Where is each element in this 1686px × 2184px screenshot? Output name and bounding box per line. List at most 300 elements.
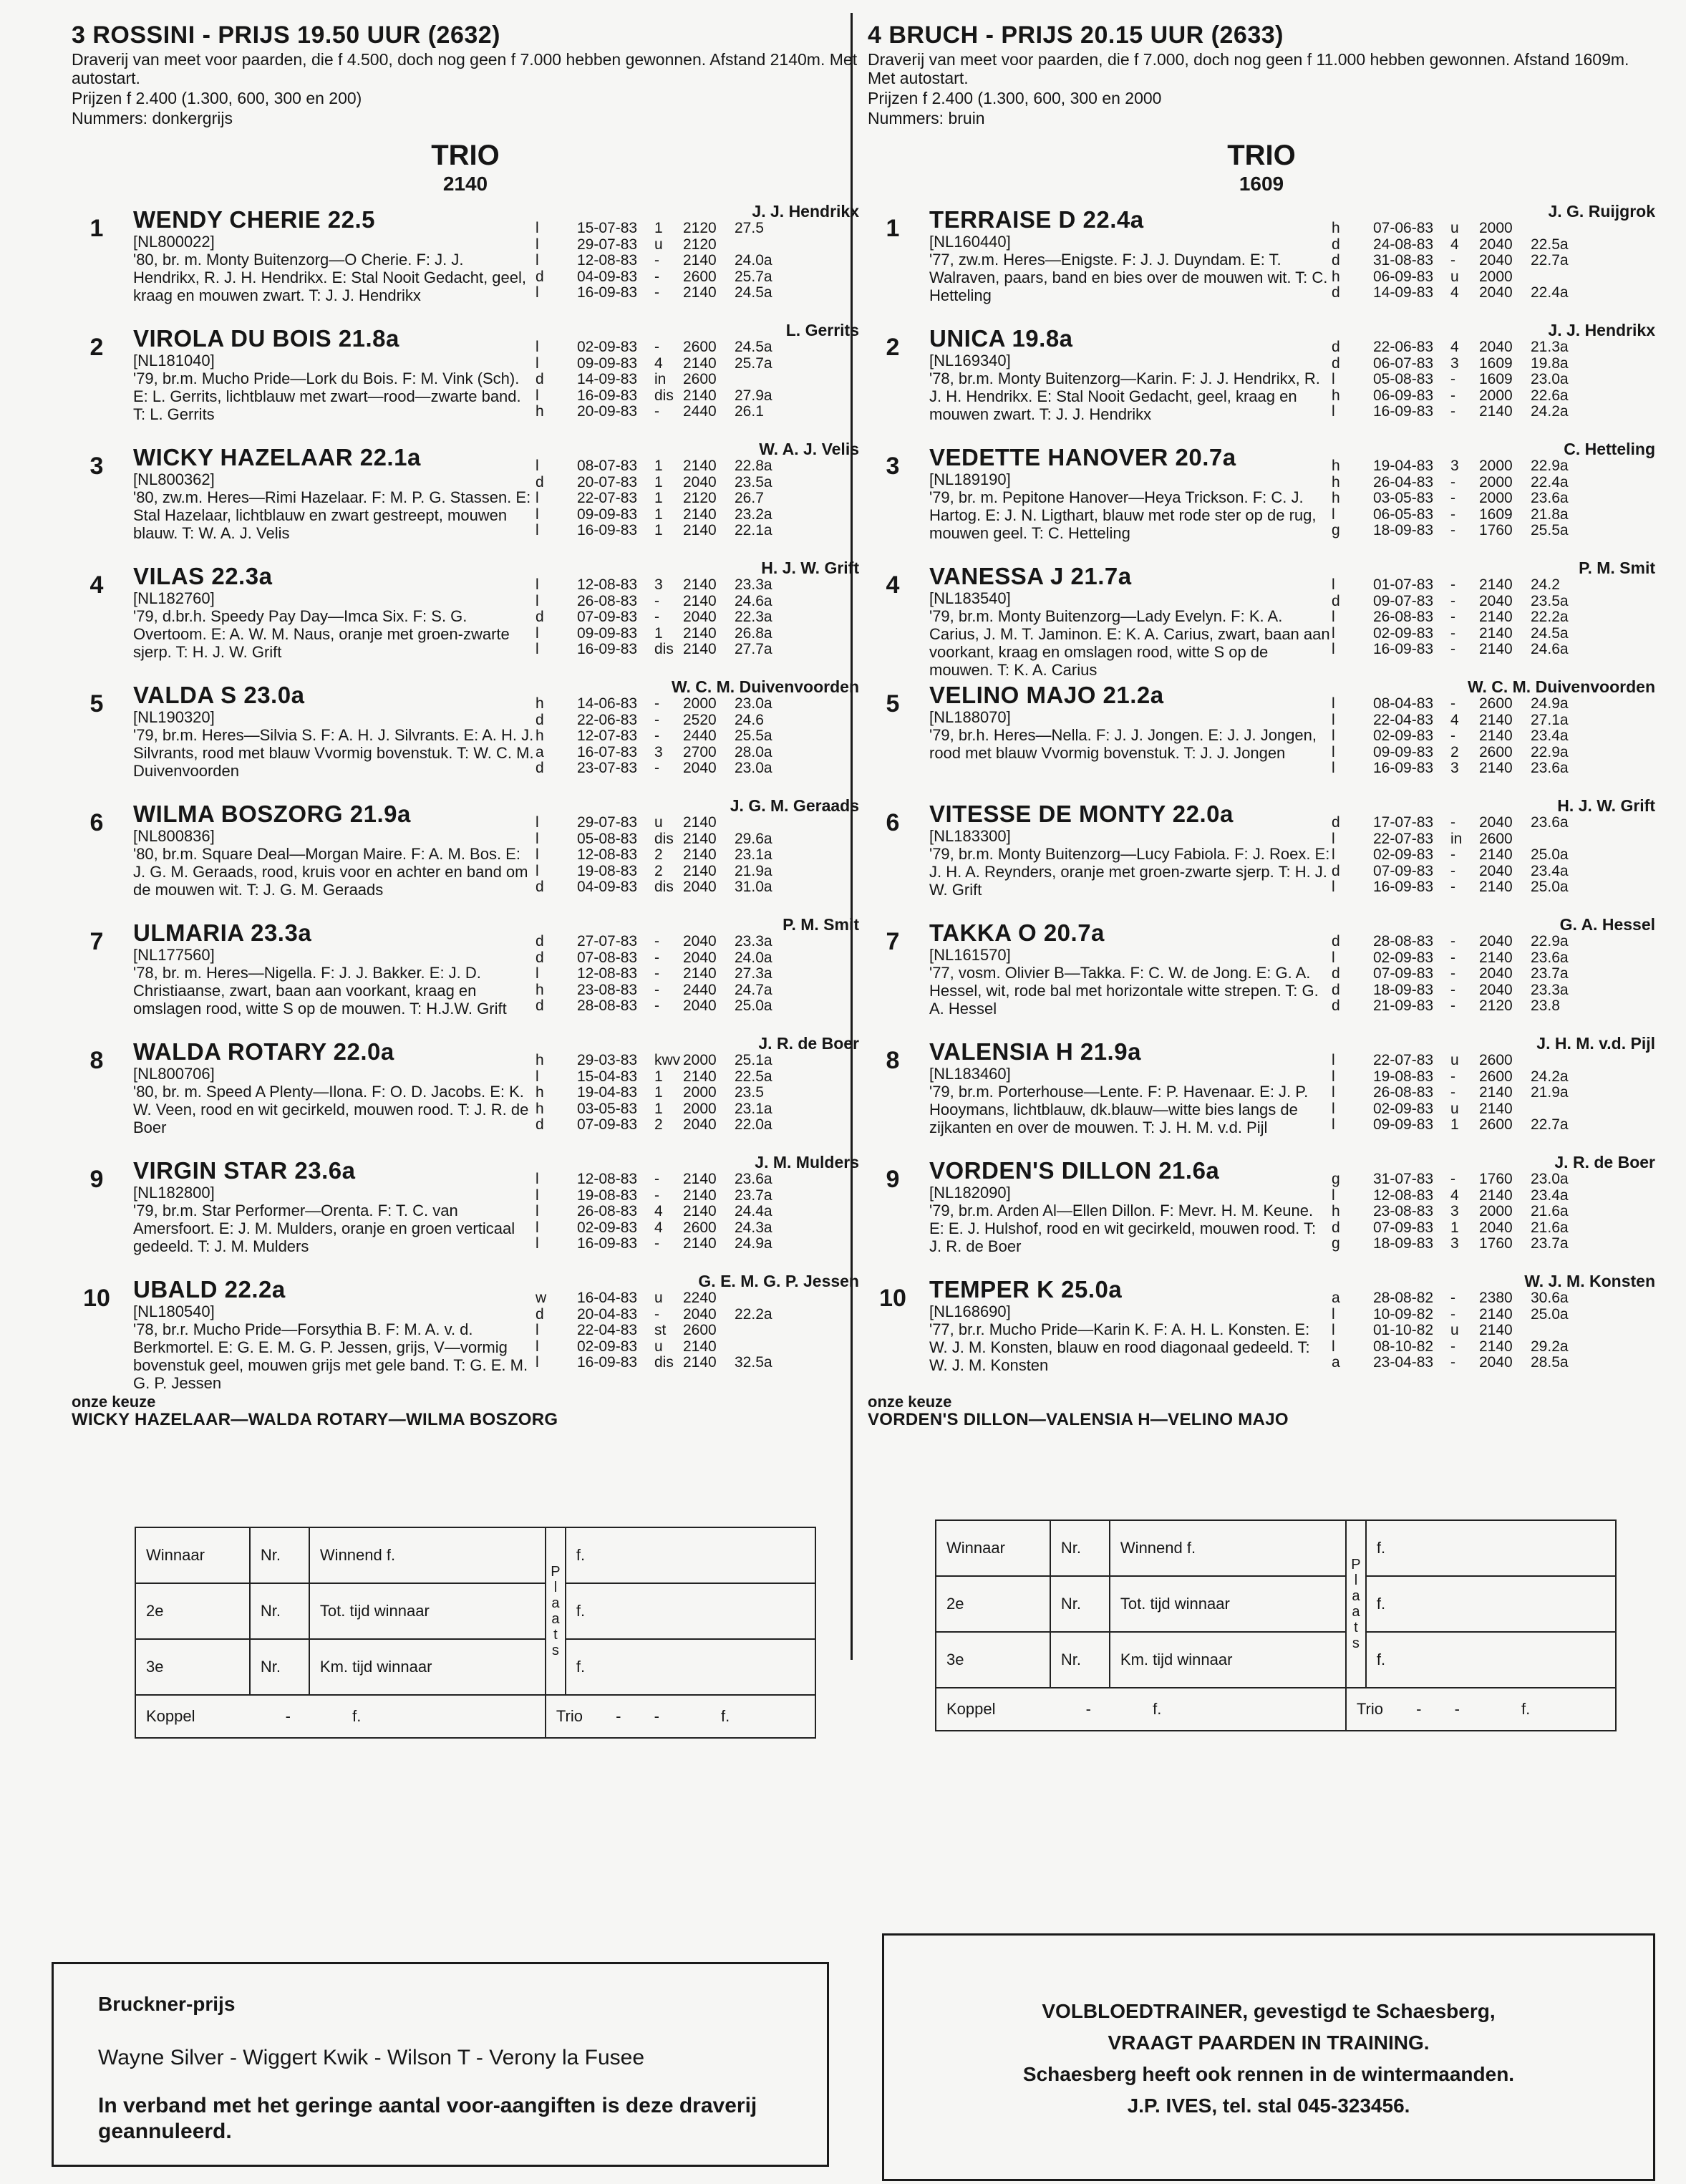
result-row [536,1307,859,1323]
placing: dis [654,830,674,847]
track-code: l [1332,1116,1335,1133]
plaats-label: P l a a t s [1346,1520,1366,1688]
result-row [536,1101,859,1118]
race-distance: 2140 [683,252,717,269]
horse-name: WENDY CHERIE 22.5 [133,206,375,233]
race-distance: 2600 [1479,830,1513,847]
placing: u [654,236,663,253]
km-time: 23.0a [735,695,772,712]
horse-name: WICKY HAZELAAR 22.1a [133,444,421,470]
horse-info [133,801,534,899]
race-distance: 2240 [683,1290,717,1306]
track-code: l [1332,1068,1335,1085]
trio-distance: 2140 [442,173,488,195]
placing: 1 [654,506,663,523]
km-time: 23.3a [1531,981,1569,998]
race-date: 03-05-83 [577,1100,638,1117]
race-date: 29-07-83 [577,814,638,831]
track-code: h [1332,473,1340,491]
horse-entry [868,559,1655,677]
race-distance: 2140 [683,387,717,404]
race-distance: 2040 [1479,284,1513,301]
placing: - [1450,997,1455,1014]
race-distance: 2000 [683,1100,717,1117]
horse-number: 10 [83,1285,110,1312]
track-code: l [1332,1100,1335,1117]
horse-name: ULMARIA 23.3a [133,919,312,946]
race-distance: 2040 [1479,592,1513,609]
placing: 3 [1450,1235,1459,1252]
race-date: 22-07-83 [577,490,638,506]
result-row [1332,966,1655,982]
horse-name: VEDETTE HANOVER 20.7a [929,444,1236,470]
race-header: 3 ROSSINI - PRIJS 19.50 UUR (2632) [72,21,501,49]
result-row [1332,1236,1655,1252]
race-distance: 2700 [683,743,717,760]
result-row [536,1236,859,1252]
result-row [536,966,859,982]
placing: in [654,371,667,387]
result-row [1332,475,1655,491]
km-tijd-label: Km. tijd winnaar [1110,1632,1346,1688]
race-date: 15-04-83 [577,1068,638,1085]
trainer-ad [884,1996,1653,2122]
race-date: 28-08-83 [1373,933,1434,950]
race-date: 12-08-83 [577,252,638,269]
placing: kwv [654,1052,681,1068]
race-date: 02-09-83 [577,339,638,355]
km-time: 27.1a [1531,711,1569,728]
race-distance: 2140 [1479,641,1513,657]
winnaar-label: Winnaar [936,1520,1050,1576]
horse-code: [NL181040] [133,352,215,369]
race-distance: 2140 [1479,576,1513,593]
track-code: l [536,506,539,523]
race-date: 16-09-83 [1373,879,1434,895]
race-distance: 2040 [683,949,717,966]
nr-label: Nr. [250,1527,309,1583]
track-code: d [536,760,544,776]
race-date: 06-09-83 [1373,268,1434,285]
placing: - [1450,371,1455,387]
trio-label: TRIO [431,140,500,171]
result-row [536,1188,859,1204]
race-distance: 2040 [683,760,717,776]
km-time: 24.4a [735,1203,772,1219]
track-code: d [1332,814,1340,831]
race-date: 18-09-83 [1373,981,1434,998]
result-row [536,1204,859,1220]
km-time: 24.2a [1531,1068,1569,1085]
result-row [1332,1188,1655,1204]
track-code: l [1332,760,1335,776]
trio-cell: Trio - - f. [546,1695,815,1738]
ad-line: VOLBLOEDTRAINER, gevestigd te Schaesberg, [1042,2000,1496,2022]
race-date: 12-08-83 [1373,1187,1434,1204]
race-date: 02-09-83 [1373,728,1434,744]
result-row [1332,626,1655,642]
race-distance: 2600 [1479,1116,1513,1133]
result-row [1332,285,1655,301]
horse-info [133,1276,534,1392]
placing: 3 [1450,458,1459,474]
results-list [536,696,859,777]
track-code: d [1332,997,1340,1014]
horse-info [133,1157,534,1255]
race-date: 10-09-82 [1373,1305,1434,1323]
km-time: 22.2a [735,1305,772,1323]
horse-entry [72,440,859,559]
result-row [1332,1339,1655,1356]
km-time: 22.9a [1531,458,1569,474]
track-code: d [1332,592,1340,609]
results-list [1332,221,1655,301]
horse-trainer: J. H. M. v.d. Pijl [1536,1034,1655,1053]
track-code: d [1332,965,1340,982]
race-date: 08-04-83 [1373,695,1434,712]
km-time: 22.4a [1531,284,1569,301]
horse-trainer: J. M. Mulders [755,1153,859,1171]
placing: - [654,252,659,269]
horse-entry [868,202,1655,321]
placing: - [1450,641,1455,657]
track-code: l [536,1187,539,1204]
race-header: 4 BRUCH - PRIJS 20.15 UUR (2633) [868,21,1284,49]
track-code: l [536,846,539,863]
results-list [1332,815,1655,896]
race-date: 19-08-83 [1373,1068,1434,1085]
race-distance: 1609 [1479,354,1513,372]
km-time: 23.6a [1531,814,1569,831]
placing: 4 [1450,1187,1459,1204]
results-list [536,1171,859,1252]
km-time: 21.6a [1531,1219,1569,1236]
placing: - [654,997,659,1014]
race-column-right [868,21,1655,1429]
placing: - [1450,1354,1455,1371]
horse-name: VITESSE DE MONTY 22.0a [929,801,1234,827]
horse-name: VORDEN'S DILLON 21.6a [929,1157,1220,1184]
placing: dis [654,1354,674,1371]
horse-entry [868,321,1655,440]
race-distance: 2000 [1479,387,1513,404]
placing: 1 [654,220,663,236]
race-distance: 1609 [1479,506,1513,523]
race-date: 12-08-83 [577,1171,638,1187]
horse-number: 3 [886,453,900,480]
horse-name: TAKKA O 20.7a [929,919,1105,946]
result-row [1332,404,1655,420]
track-code: l [536,624,539,642]
track-code: d [536,268,544,285]
horse-entry [72,915,859,1034]
race-distance: 2600 [1479,1052,1513,1068]
track-code: d [1332,252,1340,269]
race-date: 16-09-83 [577,284,638,301]
results-list [1332,696,1655,777]
result-row [536,1085,859,1101]
km-time: 24.2 [1531,576,1560,593]
placing: 3 [1450,354,1459,372]
track-code: d [536,933,544,950]
tweede-label: 2e [936,1576,1050,1632]
km-time: 27.3a [735,965,772,982]
race-date: 19-04-83 [1373,458,1434,474]
result-row [536,269,859,286]
horse-info [929,1157,1330,1255]
track-code: l [536,814,539,831]
result-row [1332,237,1655,253]
race-date: 16-09-83 [577,1235,638,1252]
km-time: 22.2a [1531,609,1569,625]
race-distance: 2140 [683,814,717,831]
track-code: l [1332,1084,1335,1101]
horse-description: '77, zw.m. Heres—Enigste. F: J. J. Duyndam. E: T. Walraven, paars, band en bies over de mouwen wit. T: C. Hetteling [929,251,1328,304]
km-time: 24.5a [735,339,772,355]
race-distance: 1760 [1479,1171,1513,1187]
race-description: Draverij van meet voor paarden, die f 7.000, doch nog geen f 11.000 hebben gewonnen. Afstand 1609m. Met autostart. [868,50,1629,87]
results-list [1332,339,1655,420]
result-row [1332,339,1655,356]
track-code: l [536,339,539,355]
horse-entry [868,1272,1655,1391]
result-row [536,1069,859,1086]
result-row [1332,712,1655,729]
horse-list [72,202,859,1391]
horse-description: '79, d.br.h. Speedy Pay Day—Imca Six. F: S. G. Overtoom. E: A. W. M. Naus, oranje met groen-zwarte sjerp. T: H. J. W. Grift [133,607,510,661]
race-distance: 2140 [683,522,717,538]
result-row [536,642,859,658]
race-date: 07-09-83 [577,609,638,625]
track-code: d [536,609,544,625]
result-row [536,475,859,491]
race-numbers: Nummers: bruin [868,109,985,127]
horse-name: VIRGIN STAR 23.6a [133,1157,356,1184]
km-time: 23.1a [735,1100,772,1117]
f-cell: f. [1366,1632,1616,1688]
km-time: 23.4a [1531,728,1569,744]
placing: - [1450,609,1455,625]
race-date: 16-09-83 [577,387,638,404]
result-row [536,1290,859,1307]
result-row [1332,1220,1655,1237]
horse-entry [72,1272,859,1391]
track-code: l [1332,1187,1335,1204]
results-list [1332,1171,1655,1252]
bruckner-box [52,1962,829,2167]
race-distance: 2120 [683,220,717,236]
race-distance: 2140 [683,1354,717,1371]
race-date: 07-09-83 [1373,862,1434,879]
placing: - [654,728,659,744]
trio-distance: 1609 [1239,173,1284,195]
horse-description: '77, vosm. Olivier B—Takka. F: C. W. de Jong. E: G. A. Hessel, wit, rode bal met horizontale witte strepen. T: G. A. Hessel [929,964,1319,1018]
km-time: 21.8a [1531,506,1569,523]
horse-entry [868,677,1655,796]
race-date: 23-04-83 [1373,1354,1434,1371]
placing: - [1450,933,1455,950]
bet-form-right [935,1519,1617,1731]
race-distance: 2140 [1479,1338,1513,1355]
track-code: d [536,473,544,491]
placing: - [654,339,659,355]
race-date: 01-10-82 [1373,1322,1434,1338]
horse-info [133,444,534,542]
result-row [1332,491,1655,507]
result-row [1332,507,1655,523]
race-date: 02-09-83 [1373,846,1434,863]
placing: - [1450,473,1455,491]
race-distance: 2140 [1479,846,1513,863]
placing: - [1450,1171,1455,1187]
km-time: 23.3a [735,576,772,593]
km-time: 23.0a [1531,371,1569,387]
placing: 2 [654,846,663,863]
track-code: d [1332,1219,1340,1236]
placing: - [1450,879,1455,895]
track-code: l [1332,506,1335,523]
km-time: 23.3a [735,933,772,950]
race-distance: 2140 [1479,1322,1513,1338]
keuze-picks: VORDEN'S DILLON—VALENSIA H—VELINO MAJO [868,1410,1289,1429]
result-row [536,998,859,1015]
placing: 3 [654,576,663,593]
placing: - [654,268,659,285]
horse-number: 6 [886,809,900,836]
horse-entry [868,915,1655,1034]
track-code: l [1332,371,1335,387]
horse-code: [NL189190] [929,470,1011,488]
horse-code: [NL188070] [929,708,1011,726]
result-row [536,950,859,967]
race-date: 26-08-83 [577,1203,638,1219]
race-distance: 2520 [683,711,717,728]
horse-code: [NL180540] [133,1303,215,1320]
horse-entry [72,677,859,796]
result-row [1332,934,1655,950]
placing: - [1450,695,1455,712]
placing: 1 [654,1100,663,1117]
km-time: 22.5a [1531,236,1569,253]
track-code: d [536,997,544,1014]
km-time: 23.4a [1531,862,1569,879]
placing: - [654,403,659,420]
horse-description: '79, br.m. Heres—Silvia S. F: A. H. J. Silvrants. E: A. H. J. Silvrants, rood met blauw Vvormig bovenstuk. T: W. C. M. Duivenvoorden [133,726,534,780]
horse-number: 9 [89,1166,104,1193]
km-time: 23.6a [735,1171,772,1187]
horse-description: '79, br.m. Porterhouse—Lente. F: P. Havenaar. E: J. P. Hooymans, lichtblauw, dk.blauw—witte bies langs de zijkanten en over de mouwen. T: J. H. M. v.d. Pijl [929,1083,1309,1136]
placing: - [1450,1290,1455,1306]
result-row [536,253,859,269]
trio-label: TRIO [1227,140,1296,171]
race-date: 16-07-83 [577,743,638,760]
track-code: l [1332,1322,1335,1338]
result-row [1332,609,1655,626]
race-distance: 2600 [683,268,717,285]
track-code: l [536,1068,539,1085]
result-row [536,285,859,301]
horse-entry [868,1034,1655,1153]
track-code: l [1332,695,1335,712]
km-time: 23.5 [735,1084,764,1101]
result-row [536,864,859,880]
race-distance: 2140 [683,1203,717,1219]
result-row [1332,221,1655,237]
race-distance: 2040 [1479,862,1513,879]
bruckner-notice: In verband met het geringe aantal voor-aangiften is deze draverij geannuleerd. [98,2094,757,2143]
km-time: 22.5a [735,1068,772,1085]
result-row [536,404,859,420]
placing: - [1450,1084,1455,1101]
race-distance: 2120 [1479,997,1513,1014]
horse-description: '78, br.r. Mucho Pride—Forsythia B. F: M. A. v. d. Berkmortel. E: G. E. M. G. P. Jessen, grijs, V—vormig bovenstuk geel, mouwen grijs met gele band. T: G. E. M. G. P. Jessen [133,1320,528,1392]
placing: u [1450,1100,1459,1117]
race-date: 22-04-83 [1373,711,1434,728]
race-distance: 2040 [683,933,717,950]
horse-trainer: L. Gerrits [785,321,859,339]
bruckner-horses: Wayne Silver - Wiggert Kwik - Wilson T - Verony la Fusee [98,2046,645,2069]
race-distance: 2040 [683,879,717,895]
race-distance: 1760 [1479,522,1513,538]
km-time: 24.6a [1531,641,1569,657]
koppel-cell: Koppel - f. [936,1688,1346,1731]
track-code: h [536,1084,544,1101]
track-code: g [1332,522,1340,538]
race-date: 12-08-83 [577,846,638,863]
track-code: l [536,387,539,404]
placing: 2 [1450,743,1459,760]
race-date: 04-09-83 [577,879,638,895]
horse-trainer: J. R. de Boer [1554,1153,1655,1171]
horse-number: 7 [89,928,104,955]
placing: - [1450,1068,1455,1085]
horse-code: [NL800706] [133,1065,215,1083]
horse-info [133,325,534,423]
km-time: 23.4a [1531,1187,1569,1204]
horse-trainer: H. J. W. Grift [761,559,859,577]
result-row [536,388,859,405]
race-date: 06-07-83 [1373,354,1434,372]
horse-name: VIROLA DU BOIS 21.8a [133,325,399,352]
track-code: l [1332,728,1335,744]
race-date: 04-09-83 [577,268,638,285]
track-code: l [1332,879,1335,895]
race-date: 27-07-83 [577,933,638,950]
km-time: 27.7a [735,641,772,657]
placing: in [1450,830,1463,847]
km-time: 23.0a [1531,1171,1569,1187]
horse-info [133,206,534,304]
track-code: l [536,1235,539,1252]
placing: 1 [654,624,663,642]
horse-entry [72,559,859,677]
race-date: 20-04-83 [577,1305,638,1323]
placing: - [654,1187,659,1204]
ad-line: Schaesberg heeft ook rennen in de wintermaanden. [1022,2063,1515,2085]
derde-label: 3e [936,1632,1050,1688]
result-row [1332,815,1655,831]
horse-trainer: J. J. Hendrikx [1548,321,1655,339]
race-distance: 2600 [1479,695,1513,712]
race-date: 22-07-83 [1373,830,1434,847]
km-time: 23.1a [735,846,772,863]
horse-description: '77, br.r. Mucho Pride—Karin K. F: A. H. L. Konsten. E: W. J. M. Konsten, blauw en rood diagonaal gedeeld. T: W. J. M. Konsten [929,1320,1310,1374]
km-time: 24.9a [735,1235,772,1252]
km-time [735,1339,799,1356]
track-code: h [536,728,544,744]
km-time: 25.7a [735,268,772,285]
horse-number: 1 [886,215,900,242]
